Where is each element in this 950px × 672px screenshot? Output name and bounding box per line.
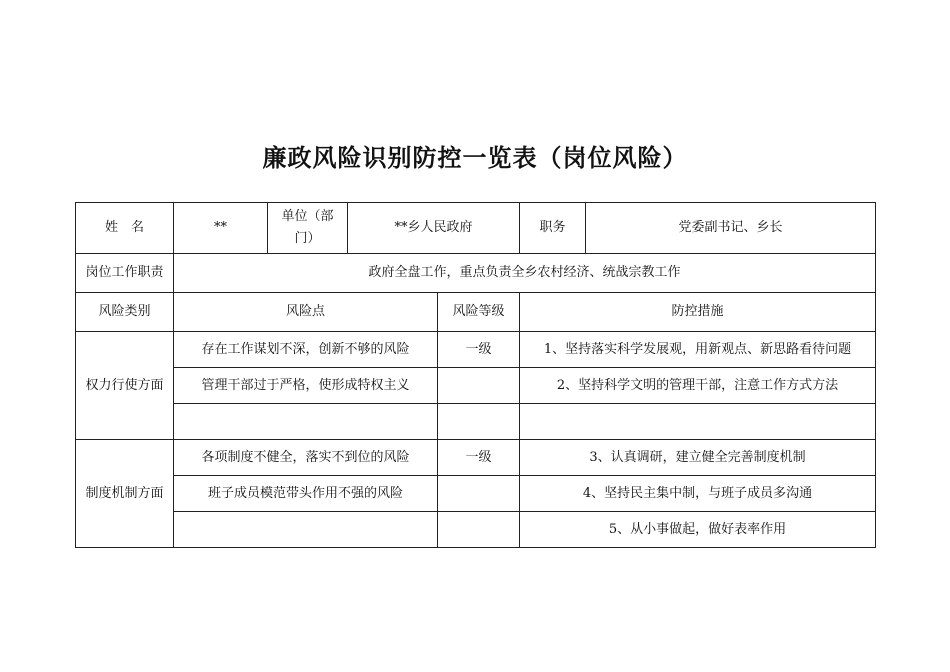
risk-point-cell: 存在工作谋划不深，创新不够的风险	[174, 332, 438, 368]
col-risk-point: 风险点	[174, 293, 438, 332]
document-title: 廉政风险识别防控一览表（岗位风险）	[262, 144, 688, 172]
measure-cell: 5、从小事做起，做好表率作用	[520, 512, 876, 548]
risk-point-cell: 各项制度不健全，落实不到位的风险	[174, 440, 438, 476]
col-risk-level: 风险等级	[438, 293, 520, 332]
duty-row	[76, 254, 876, 293]
category-cell: 制度机制方面	[76, 440, 174, 548]
column-header-row	[76, 293, 876, 332]
name-value: **	[174, 203, 268, 254]
risk-point-cell: 管理干部过于严格，使形成特权主义	[174, 368, 438, 404]
col-category: 风险类别	[76, 293, 174, 332]
name-label: 姓 名	[76, 203, 174, 254]
position-label: 职务	[520, 203, 586, 254]
risk-point-cell: 班子成员模范带头作用不强的风险	[174, 476, 438, 512]
unit-value: **乡人民政府	[348, 203, 520, 254]
table-row	[76, 368, 876, 404]
table-row	[76, 440, 876, 476]
header-row	[76, 203, 876, 254]
risk-level-cell: 一级	[438, 332, 520, 368]
category-cell: 权力行使方面	[76, 332, 174, 440]
risk-level-cell	[438, 368, 520, 404]
col-measures: 防控措施	[520, 293, 876, 332]
risk-level-cell	[438, 404, 520, 440]
table-row	[76, 476, 876, 512]
table-row	[76, 404, 876, 440]
risk-level-cell	[438, 512, 520, 548]
measure-cell: 1、坚持落实科学发展观，用新观点、新思路看待问题	[520, 332, 876, 368]
measure-cell: 4、坚持民主集中制，与班子成员多沟通	[520, 476, 876, 512]
position-value: 党委副书记、乡长	[586, 203, 876, 254]
duty-value: 政府全盘工作，重点负责全乡农村经济、统战宗教工作	[174, 254, 876, 293]
table-row	[76, 512, 876, 548]
risk-point-cell	[174, 404, 438, 440]
risk-level-cell: 一级	[438, 440, 520, 476]
unit-label: 单位（部门）	[268, 203, 348, 254]
table-row	[76, 332, 876, 368]
measure-cell	[520, 404, 876, 440]
risk-point-cell	[174, 512, 438, 548]
measure-cell: 3、认真调研，建立健全完善制度机制	[520, 440, 876, 476]
risk-level-cell	[438, 476, 520, 512]
duty-label: 岗位工作职责	[76, 254, 174, 293]
risk-table	[75, 202, 876, 548]
measure-cell: 2、坚持科学文明的管理干部，注意工作方式方法	[520, 368, 876, 404]
